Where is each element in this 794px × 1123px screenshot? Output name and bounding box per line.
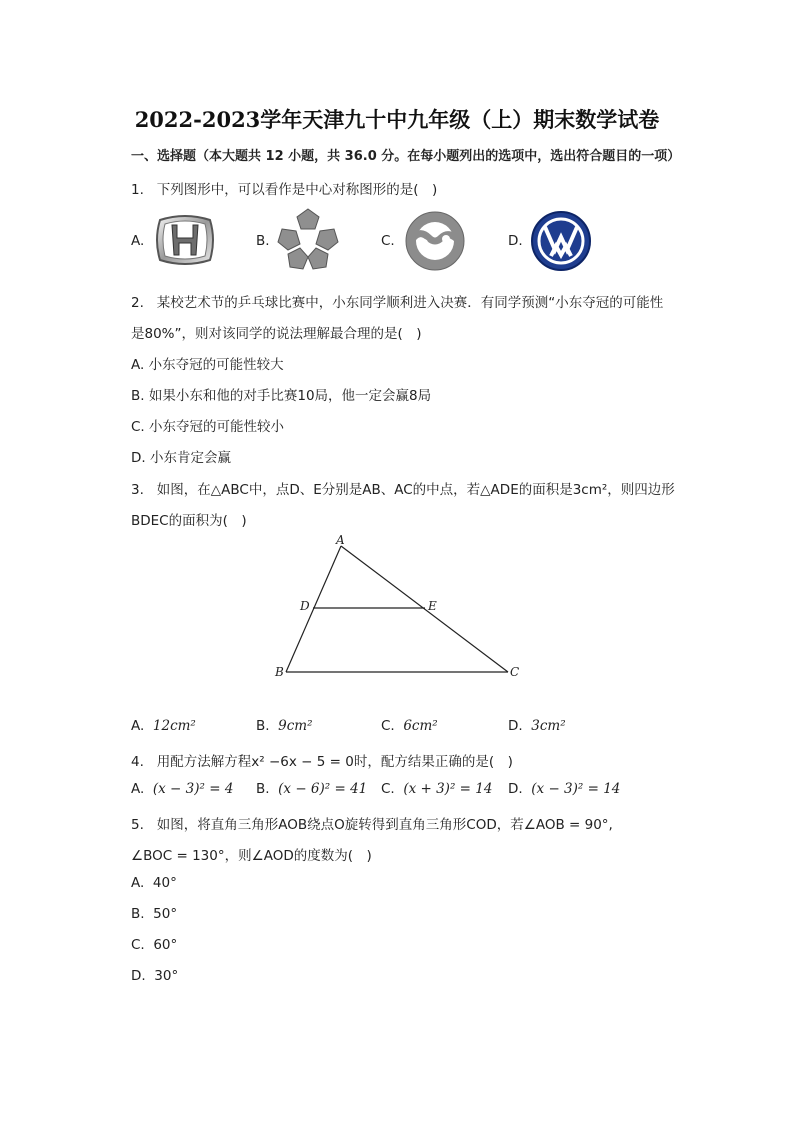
- option-label: A.: [131, 357, 145, 373]
- option-text: 40°: [152, 875, 177, 891]
- question-1: [131, 178, 437, 198]
- question-4: [131, 750, 513, 770]
- option-label: B.: [131, 388, 145, 404]
- option-label: A.: [131, 781, 145, 797]
- option-label: C.: [131, 937, 145, 953]
- option-label: C.: [381, 718, 395, 734]
- q1-option-b-label: B.: [256, 233, 270, 249]
- question-stem: 如图，在△ABC中，点D、E分别是AB、AC的中点，若△ADE的面积是3cm²，则四边形: [156, 482, 675, 498]
- option-text: 60°: [153, 937, 178, 953]
- triangle-figure: [270, 532, 530, 691]
- option-text: 如果小东和他的对手比赛10局，他一定会赢8局: [148, 388, 432, 404]
- option-label: D.: [131, 968, 146, 984]
- q1-option-c-label: C.: [381, 233, 395, 249]
- option-label: B.: [131, 906, 145, 922]
- option-text: 9cm²: [278, 718, 313, 734]
- vertex-a-label: A: [336, 533, 345, 547]
- option-text: 30°: [154, 968, 179, 984]
- option-text: 12cm²: [152, 718, 196, 734]
- option-text: 50°: [153, 906, 178, 922]
- q5-option-a: [131, 875, 177, 891]
- option-label: C.: [131, 419, 145, 435]
- q3-option-c: [381, 718, 438, 734]
- pentagon-flower-icon: [276, 207, 340, 275]
- swirl-circle-logo-icon: [403, 210, 467, 276]
- point-e-label: E: [428, 599, 437, 613]
- q5-option-d: [131, 968, 178, 984]
- q2-option-d: [131, 446, 231, 466]
- vertex-c-label: C: [510, 665, 520, 679]
- option-text: 3cm²: [531, 718, 566, 734]
- question-number: 4.: [131, 754, 144, 770]
- q2-option-b: [131, 384, 431, 404]
- section-heading: 一、选择题（本大题共 12 小题，共 36.0 分。在每小题列出的选项中，选出符合题目的一项）: [131, 149, 681, 164]
- question-number: 3.: [131, 482, 144, 498]
- option-label: A.: [131, 718, 145, 734]
- q4-option-b: [256, 781, 367, 797]
- honda-logo-icon: [154, 212, 216, 272]
- q3-option-b: [256, 718, 313, 734]
- q1-option-d-label: D.: [508, 233, 523, 249]
- question-3-line-2: BDEC的面积为( ): [131, 513, 247, 529]
- question-3-line-1: [131, 478, 675, 498]
- option-text: (x − 3)² = 14: [531, 781, 621, 797]
- option-text: (x − 3)² = 4: [152, 781, 234, 797]
- q4-option-a: [131, 781, 233, 797]
- option-text: 小东夺冠的可能性较大: [148, 357, 284, 373]
- option-text: (x − 6)² = 41: [278, 781, 368, 797]
- volkswagen-logo-icon: [530, 210, 592, 276]
- q5-option-b: [131, 906, 177, 922]
- page-title: 2022-2023学年天津九十中九年级（上）期末数学试卷: [134, 107, 660, 132]
- option-label: C.: [381, 781, 395, 797]
- q1-option-a-label: A.: [131, 233, 145, 249]
- question-5-line-1: [131, 813, 613, 833]
- q5-option-c: [131, 937, 177, 953]
- question-5-line-2: ∠BOC = 130°，则∠AOD的度数为( ): [131, 848, 372, 864]
- point-d-label: D: [300, 599, 310, 613]
- q2-option-c: [131, 415, 284, 435]
- q4-option-d: [508, 781, 620, 797]
- option-label: D.: [131, 450, 146, 466]
- question-stem: 下列图形中，可以看作是中心对称图形的是( ): [156, 182, 438, 198]
- question-2-line-2: 是80%”，则对该同学的说法理解最合理的是( ): [131, 326, 422, 342]
- option-label: B.: [256, 718, 270, 734]
- q3-option-d: [508, 718, 566, 734]
- vertex-b-label: B: [275, 665, 284, 679]
- question-number: 1.: [131, 182, 144, 198]
- question-number: 5.: [131, 817, 144, 833]
- option-text: 小东夺冠的可能性较小: [149, 419, 285, 435]
- question-stem: 某校艺术节的乒乓球比赛中，小东同学顺利进入决赛．有同学预测“小东夺冠的可能性: [156, 295, 664, 311]
- option-label: D.: [508, 781, 523, 797]
- question-number: 2.: [131, 295, 144, 311]
- option-text: 小东肯定会赢: [149, 450, 231, 466]
- q4-option-c: [381, 781, 492, 797]
- side-ac: [341, 546, 508, 672]
- option-text: 6cm²: [403, 718, 438, 734]
- question-2-line-1: [131, 291, 663, 311]
- question-stem: 如图，将直角三角形AOB绕点O旋转得到直角三角形COD，若∠AOB = 90°,: [156, 817, 613, 833]
- q2-option-a: [131, 353, 284, 373]
- option-label: D.: [508, 718, 523, 734]
- option-label: B.: [256, 781, 270, 797]
- option-text: (x + 3)² = 14: [403, 781, 493, 797]
- option-label: A.: [131, 875, 145, 891]
- question-stem: 用配方法解方程x² −6x − 5 = 0时，配方结果正确的是( ): [156, 754, 513, 770]
- q3-option-a: [131, 718, 196, 734]
- side-ab: [286, 546, 341, 672]
